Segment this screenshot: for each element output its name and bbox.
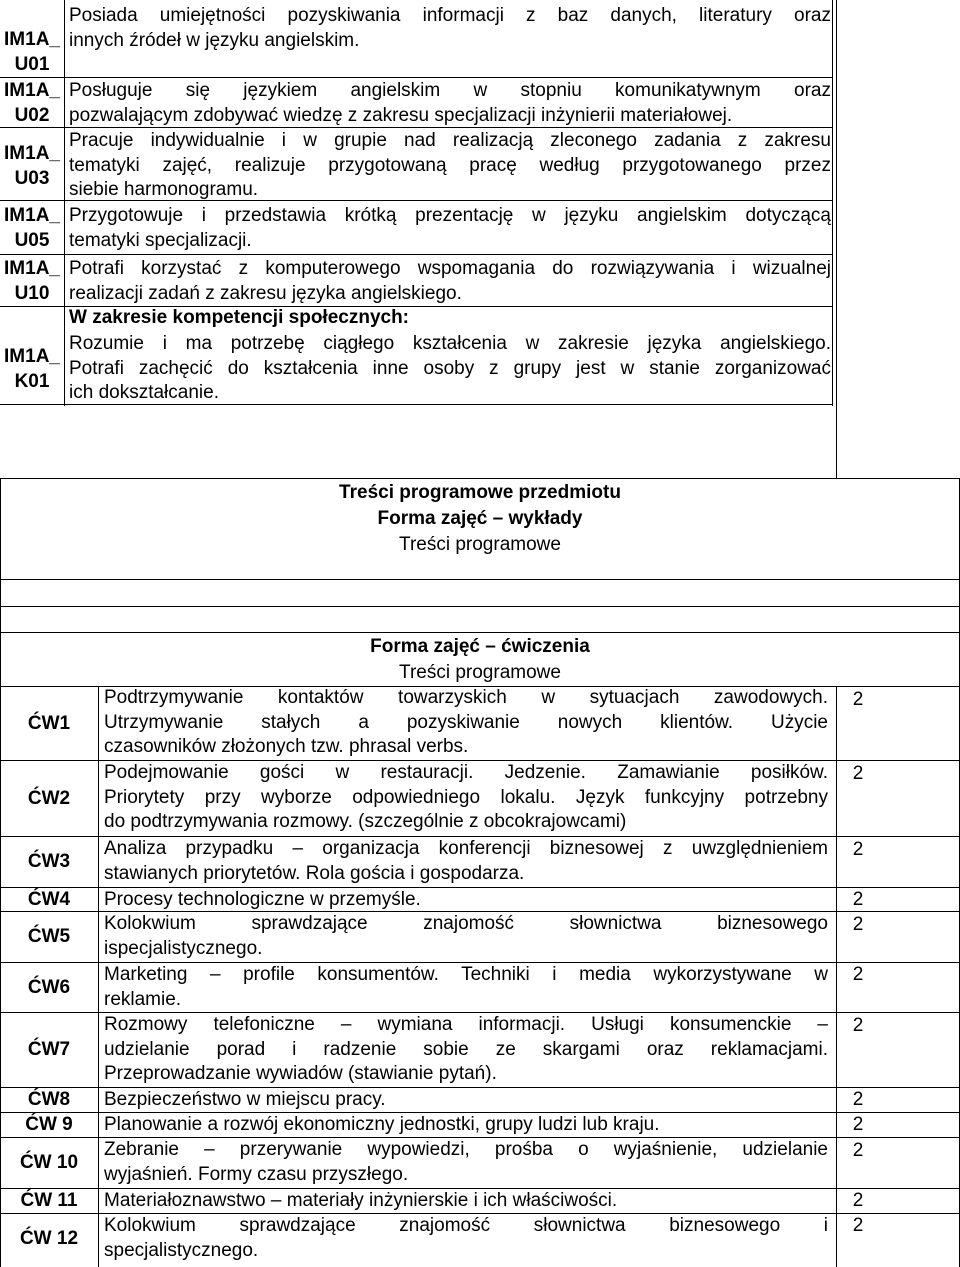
- exercise-code: ĆW 9: [25, 1114, 73, 1135]
- outcome-description: Rozumie i ma potrzebę ciągłego kształcenia w zakresie języka angielskiego. Potrafi zachęcić do kształcenia inne osoby z grupy jest w stanie zorganizować ich dokształcanie.: [69, 333, 831, 403]
- exercise-content-heading: Treści programowe: [399, 662, 561, 683]
- exercise-hours-divider: [836, 686, 837, 1267]
- exercise-code: ĆW 10: [19, 1152, 79, 1173]
- exercise-code: ĆW4: [27, 889, 71, 910]
- exercise-hours: 2: [852, 1089, 864, 1110]
- outcome-description: Przygotowuje i przedstawia krótką prezentację w języku angielskim dotyczącą tematyki specjalizacji.: [69, 205, 831, 251]
- program-title: Treści programowe przedmiotu: [339, 482, 621, 503]
- exercise-hours: 2: [852, 964, 864, 985]
- exercise-code: ĆW3: [27, 851, 71, 872]
- lecture-form-heading: Forma zajęć – wykłady: [377, 508, 583, 529]
- program-top-border: [0, 478, 960, 479]
- outcome-description: Potrafi korzystać z komputerowego wspomagania do rozwiązywania i wizualnej realizacji zadań z zakresu języka angielskiego.: [69, 258, 831, 304]
- exercise-description: Analiza przypadku – organizacja konferencji biznesowej z uwzględnieniem stawianych priorytetów. Rola gościa i gospodarza.: [104, 838, 828, 884]
- outcomes-column-divider: [64, 0, 65, 406]
- exercise-description: Procesy technologiczne w przemyśle.: [104, 889, 421, 910]
- exercise-hours: 2: [852, 689, 864, 710]
- outcome-code: IM1A_ U10: [4, 258, 60, 304]
- lecture-content-heading: Treści programowe: [399, 534, 561, 555]
- exercise-code: ĆW1: [27, 713, 71, 734]
- outcome-code: IM1A_ U01: [4, 29, 60, 75]
- exercise-description: Materiałoznawstwo – materiały inżynierskie i ich właściwości.: [104, 1190, 618, 1211]
- exercise-hours: 2: [852, 1015, 864, 1036]
- exercise-description: Marketing – profile konsumentów. Techniki i media wykorzystywane w reklamie.: [104, 964, 828, 1010]
- outcome-description: Pracuje indywidualnie i w grupie nad realizacją zleconego zadania z zakresu tematyki zajęć, realizuje przygotowaną pracę według przygotowanego przez siebie harmonogramu.: [69, 130, 831, 200]
- outcome-code: IM1A_ U03: [4, 143, 60, 189]
- exercise-form-heading: Forma zajęć – ćwiczenia: [370, 636, 590, 657]
- outcomes-right-border: [832, 0, 833, 406]
- exercise-code: ĆW7: [27, 1039, 71, 1060]
- exercise-description: Podejmowanie gości w restauracji. Jedzenie. Zamawianie posiłków. Priorytety przy wyborze odpowiedniego lokalu. Język funkcyjny potrzebny do podtrzymywania rozmowy. (szczególnie z obcokrajowcami): [104, 762, 828, 832]
- exercise-description: Planowanie a rozwój ekonomiczny jednostki, grupy ludzi lub kraju.: [104, 1114, 660, 1135]
- outcome-description: Posługuje się językiem angielskim w stopniu komunikatywnym oraz pozwalającym zdobywać wiedzę z zakresu specjalizacji inżynierii materiałowej.: [69, 80, 831, 126]
- exercise-code: ĆW8: [27, 1089, 71, 1110]
- outcome-code: IM1A_ U05: [4, 205, 60, 251]
- exercise-hours: 2: [852, 1190, 864, 1211]
- lecture-row-border: [0, 632, 960, 633]
- exercise-description: Bezpieczeństwo w miejscu pracy.: [104, 1089, 386, 1110]
- exercise-hours: 2: [852, 1140, 864, 1161]
- exercise-code: ĆW2: [27, 788, 71, 809]
- outcome-description: Posiada umiejętności pozyskiwania informacji z baz danych, literatury oraz innych źródeł w języku angielskim.: [69, 5, 831, 51]
- outcomes-row-border: [0, 77, 833, 78]
- lecture-row-border: [0, 606, 960, 607]
- exercise-code: ĆW5: [27, 926, 71, 947]
- outcomes-row-border: [0, 254, 833, 255]
- exercise-hours: 2: [852, 763, 864, 784]
- exercise-hours: 2: [852, 889, 864, 910]
- exercise-code: ĆW 12: [19, 1228, 79, 1249]
- outcome-code: IM1A_ U02: [4, 80, 60, 126]
- exercise-hours: 2: [852, 1114, 864, 1135]
- outer-right-border: [836, 0, 837, 478]
- exercise-code: ĆW 11: [20, 1190, 78, 1211]
- exercise-code: ĆW6: [27, 977, 71, 998]
- exercise-hours: 2: [852, 1215, 864, 1236]
- outcome-code: IM1A_ K01: [4, 346, 60, 392]
- social-competences-heading: W zakresie kompetencji społecznych:: [69, 307, 410, 328]
- exercise-description: Rozmowy telefoniczne – wymiana informacji. Usługi konsumenckie – udzielanie porad i radzenie sobie ze skargami oraz reklamacjami. Przeprowadzanie wywiadów (stawianie pytań).: [104, 1014, 828, 1084]
- lecture-row-border: [0, 579, 960, 580]
- exercise-description: Kolokwium sprawdzające znajomość słownictwa biznesowego ispecjalistycznego.: [104, 913, 828, 959]
- exercise-description: Zebranie – przerywanie wypowiedzi, prośba o wyjaśnienie, udzielanie wyjaśnień. Formy czasu przyszłego.: [104, 1139, 828, 1185]
- exercise-description: Kolokwium sprawdzające znajomość słownictwa biznesowego i specjalistycznego.: [104, 1215, 828, 1261]
- exercise-hours: 2: [852, 839, 864, 860]
- exercise-hours: 2: [852, 914, 864, 935]
- exercise-code-divider: [98, 686, 99, 1267]
- exercise-description: Podtrzymywanie kontaktów towarzyskich w sytuacjach zawodowych. Utrzymywanie stałych a pozyskiwanie nowych klientów. Użycie czasowników złożonych tzw. phrasal verbs.: [104, 687, 828, 757]
